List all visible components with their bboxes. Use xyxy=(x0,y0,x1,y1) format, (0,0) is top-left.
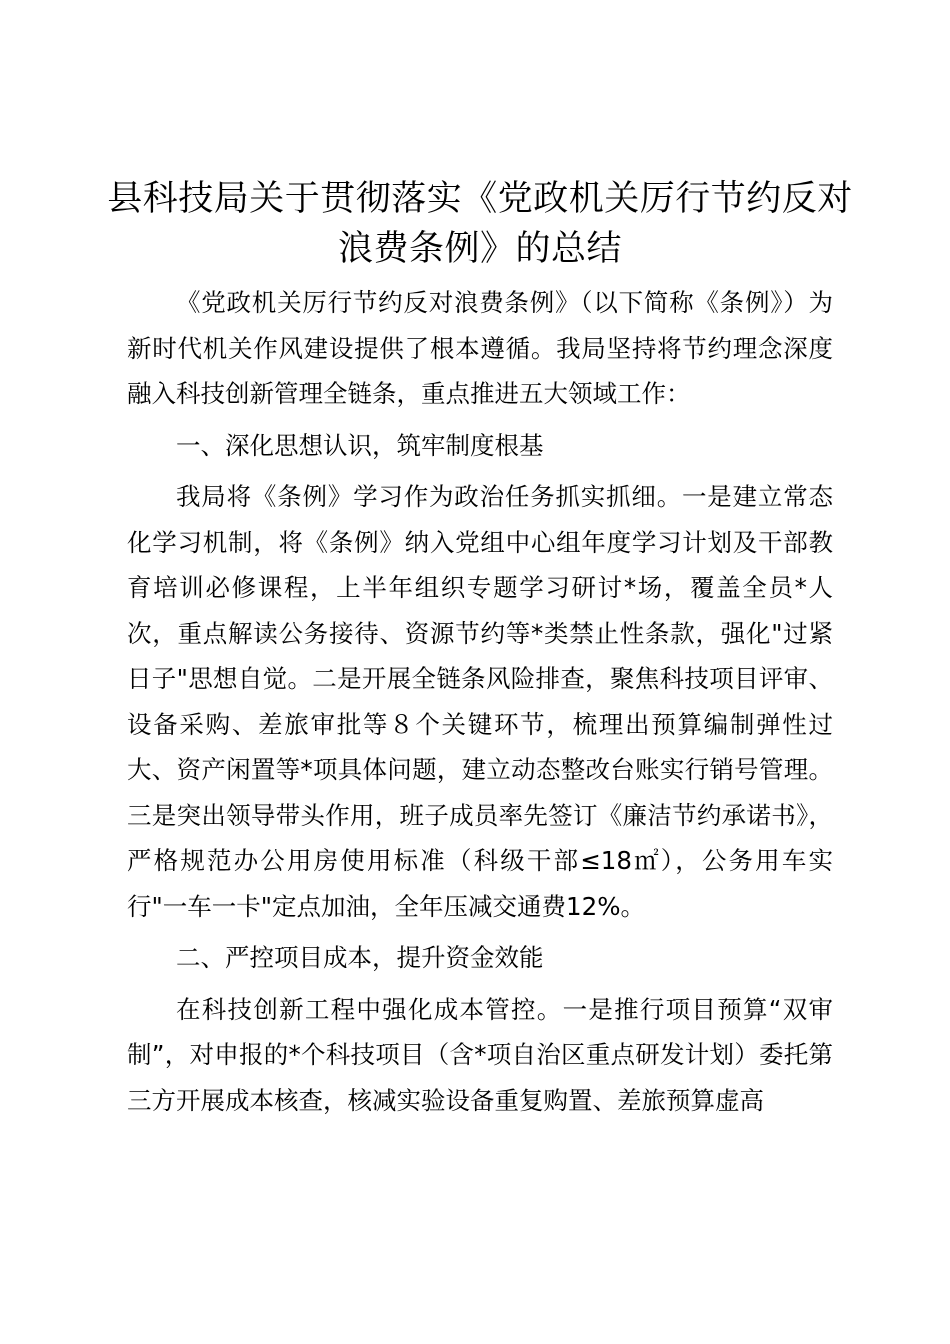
intro-paragraph: 《党政机关厉行节约反对浪费条例》（以下简称《条例》）为新时代机关作风建设提供了根本遵循。我局坚持将节约理念深度融入科技创新管理全链条，重点推进五大领域工作： xyxy=(127,288,833,408)
section-heading-1: 一、深化思想认识，筑牢制度根基 xyxy=(176,430,544,460)
document-title: 县科技局关于贯彻落实《党政机关厉行节约反对浪费条例》的总结 xyxy=(107,179,853,269)
section-heading-2: 二、严控项目成本，提升资金效能 xyxy=(176,943,544,972)
document-body xyxy=(127,280,833,1123)
section-paragraph-2: 在科技创新工程中强化成本管控。一是推行项目预算“双审制”，对申报的*个科技项目（含*项自治区重点研发计划）委托第三方开展成本核查，核减实验设备重复购置、差旅预算虚高 xyxy=(127,994,833,1115)
section-paragraph-1: 我局将《条例》学习作为政治任务抓实抓细。一是建立常态化学习机制，将《条例》纳入党组中心组年度学习计划及干部教育培训必修课程，上半年组织专题学习研讨*场，覆盖全员*人次，重点解读公务接待、资源节约等*类禁止性条款，强化"过紧日子"思想自觉。二是开展全链条风险排查，聚焦科技项目评审、设备采购、差旅审批等８个关键环节，梳理出预算编制弹性过大、资产闲置等*项具体问题，建立动态整改台账实行销号管理。三是突出领导带头作用，班子成员率先签订《廉洁节约承诺书》，严格规范办公用房使用标准（科级干部≤18㎡），公务用车实行"一车一卡"定点加油，全年压减交通费12%。 xyxy=(127,482,833,921)
